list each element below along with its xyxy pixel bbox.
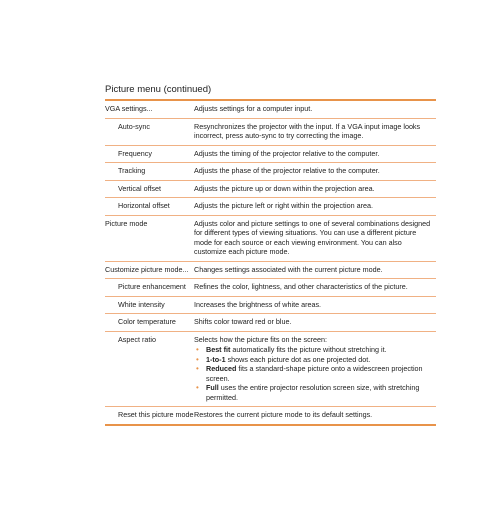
setting-description: Resynchronizes the projector with the input. If a VGA input image looks incorrect, press auto-sync to try correcting the image. xyxy=(194,121,421,140)
setting-description: Adjusts color and picture settings to one of several combinations designed for different types of viewing situations. You can use a different picture mode for each source or each viewing environment. You can also customize each picture mode. xyxy=(194,218,431,256)
setting-name: Picture mode xyxy=(105,218,148,228)
table-bottom-rule xyxy=(105,424,436,426)
aspect-ratio-options xyxy=(194,345,434,402)
setting-description: Restores the current picture mode to its default settings. xyxy=(194,410,373,419)
list-item xyxy=(194,355,434,365)
setting-description: Shifts color toward red or blue. xyxy=(194,317,292,326)
list-item xyxy=(194,383,434,402)
table-row xyxy=(105,262,436,279)
table-row xyxy=(105,146,436,163)
option-text: automatically fits the picture without stretching it. xyxy=(230,345,387,354)
setting-description-block xyxy=(194,335,436,403)
option-name: Best fit xyxy=(206,345,231,354)
setting-name: Color temperature xyxy=(118,317,176,326)
table-row xyxy=(105,163,436,180)
setting-name: Reset this picture mode xyxy=(118,410,194,419)
table-row xyxy=(105,119,436,145)
setting-description: Selects how the picture fits on the screen: xyxy=(194,334,328,344)
setting-name: Frequency xyxy=(118,148,152,158)
table-row xyxy=(105,101,436,118)
option-text: fits a standard-shape picture onto a widescreen projection screen. xyxy=(206,364,423,383)
setting-description: Refines the color, lightness, and other characteristics of the picture. xyxy=(194,282,408,291)
setting-description: Adjusts the timing of the projector relative to the computer. xyxy=(194,148,380,158)
setting-name: Vertical offset xyxy=(118,183,162,193)
table-row xyxy=(105,279,436,296)
setting-name: Customize picture mode... xyxy=(105,264,189,274)
option-name: Reduced xyxy=(206,364,237,373)
list-item xyxy=(194,364,434,383)
setting-name: Auto-sync xyxy=(118,121,150,131)
setting-description: Adjusts the picture left or right within the projection area. xyxy=(194,201,373,210)
setting-name: Horizontal offset xyxy=(118,201,170,210)
settings-table xyxy=(105,99,436,426)
option-text: shows each picture dot as one projected dot. xyxy=(225,354,371,364)
table-row xyxy=(105,407,436,424)
setting-name: Picture enhancement xyxy=(118,282,186,291)
table-row xyxy=(105,198,436,215)
setting-description: Changes settings associated with the current picture mode. xyxy=(194,264,383,274)
option-name: Full xyxy=(206,383,219,392)
table-caption: Picture menu (continued) xyxy=(105,84,212,95)
option-name: 1-to-1 xyxy=(206,354,226,364)
table-row xyxy=(105,314,436,331)
setting-name: Tracking xyxy=(118,166,146,175)
setting-description: Adjusts settings for a computer input. xyxy=(194,104,313,113)
list-item xyxy=(194,345,434,355)
setting-description: Adjusts the phase of the projector relative to the computer. xyxy=(194,166,380,175)
setting-description: Adjusts the picture up or down within the projection area. xyxy=(194,183,375,193)
setting-name: Aspect ratio xyxy=(118,334,156,344)
table-row xyxy=(105,297,436,314)
setting-description: Increases the brightness of white areas. xyxy=(194,299,322,309)
setting-name: White intensity xyxy=(118,299,165,309)
table-row xyxy=(105,332,436,407)
table-row xyxy=(105,216,436,261)
setting-name: VGA settings... xyxy=(105,104,153,113)
table-row xyxy=(105,181,436,198)
option-text: uses the entire projector resolution screen size, with stretching permitted. xyxy=(206,383,420,402)
